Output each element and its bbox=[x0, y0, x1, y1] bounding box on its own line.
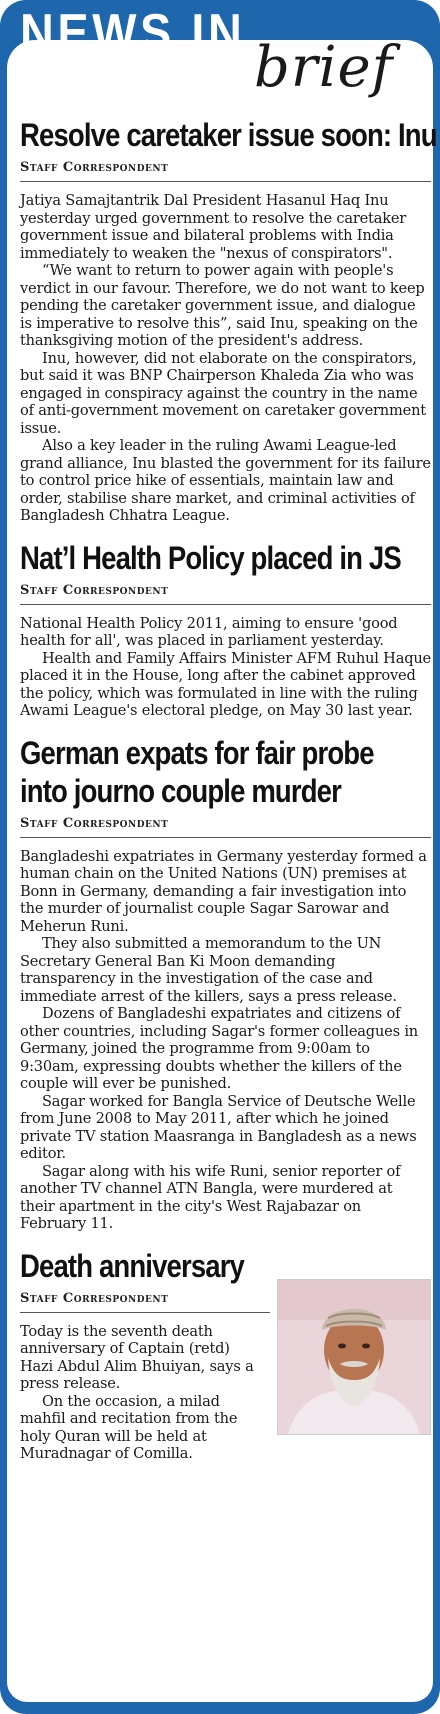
paragraph: On the occasion, a milad mahfil and recitation from the holy Quran will be held at Muradnagar of Comilla. bbox=[20, 1392, 238, 1462]
headline-line-2: into journo couple murder bbox=[20, 772, 341, 809]
headline: Resolve caretaker issue soon: Inu bbox=[20, 117, 437, 153]
headline: Death anniversary bbox=[20, 1247, 245, 1284]
stories bbox=[20, 116, 437, 1477]
paragraph: They also submitted a memorandum to the UN Secretary General Ban Ki Moon demanding transparency in the investigation of the case and immediate arrest of the killers, says a press release. bbox=[20, 935, 397, 1005]
story-body bbox=[20, 192, 431, 525]
paragraph: Health and Family Affairs Minister AFM Ruhul Haque placed it in the House, long after the cabinet approved the policy, which was formulated in line with the ruling Awami League's electoral pledge, on May 30 last year. bbox=[20, 649, 431, 719]
story-death-anniversary bbox=[20, 1247, 431, 1463]
portrait-photo bbox=[277, 1279, 431, 1435]
story-body bbox=[20, 1323, 266, 1393]
paragraph: “We want to return to power again with people's verdict in our favour. Therefore, we do not want to keep pending the caretaker government issue, and dialogue is imperative to resolve this”, said Inu, speaking on the thanksgiving motion of the president's address. bbox=[20, 262, 425, 349]
story-inu bbox=[20, 116, 437, 525]
portrait-image bbox=[278, 1280, 430, 1434]
byline: Staff Correspondent bbox=[20, 1285, 270, 1313]
paragraph: National Health Policy 2011, aiming to ensure 'good health for all', was placed in parliament yesterday. bbox=[20, 614, 398, 649]
paragraph: Today is the seventh death anniversary of Captain (retd) Hazi Abdul Alim Bhuiyan, says a press release. bbox=[20, 1322, 254, 1392]
paragraph: Also a key leader in the ruling Awami League-led grand alliance, Inu blasted the government for its failure to control price hike of essentials, maintain law and order, stabilise share market, and criminal activities of Bangladesh Chhatra League. bbox=[20, 437, 431, 524]
masthead-news: NEWS IN bbox=[20, 4, 246, 62]
byline: Staff Correspondent bbox=[20, 577, 431, 605]
masthead-brief: brief bbox=[254, 35, 394, 100]
story-body bbox=[20, 848, 431, 1233]
paragraph: Dozens of Bangladeshi expatriates and citizens of other countries, including Sagar's former colleagues in Germany, joined the programme from 9:00am to 9:30am, expressing doubts whether the killers of the couple will ever be punished. bbox=[20, 1005, 418, 1092]
paragraph: Inu, however, did not elaborate on the conspirators, but said it was BNP Chairperson Khaleda Zia who was engaged in conspiracy against the country in the name of anti-government movement on caretaker government issue. bbox=[20, 349, 426, 437]
headline-line-1: German expats for fair probe bbox=[20, 734, 374, 771]
story-health-policy bbox=[20, 539, 431, 720]
death-row bbox=[20, 1285, 431, 1463]
paragraph: Sagar worked for Bangla Service of Deutsche Welle from June 2008 to May 2011, after which he joined private TV station Maasranga in Bangladesh as a news editor. bbox=[20, 1092, 417, 1162]
byline: Staff Correspondent bbox=[20, 810, 431, 838]
story-german-expats bbox=[20, 734, 431, 1233]
paragraph: Jatiya Samajtantrik Dal President Hasanul Haq Inu yesterday urged government to resolve the caretaker government issue and bilateral problems with India immediately to weaken the "nexus of conspirators". bbox=[20, 192, 407, 262]
paragraph: Bangladeshi expatriates in Germany yesterday formed a human chain on the United Nations (UN) premises at Bonn in Germany, demanding a fair investigation into the murder of journalist couple Sagar Sarowar and Meherun Runi. bbox=[20, 847, 427, 935]
headline: Nat’l Health Policy placed in JS bbox=[20, 539, 401, 576]
paragraph: Sagar along with his wife Runi, senior reporter of another TV channel ATN Bangla, were murdered at their apartment in the city's West Rajabazar on February 11. bbox=[20, 1162, 401, 1232]
story-body bbox=[20, 615, 431, 720]
byline: Staff Correspondent bbox=[20, 154, 431, 182]
